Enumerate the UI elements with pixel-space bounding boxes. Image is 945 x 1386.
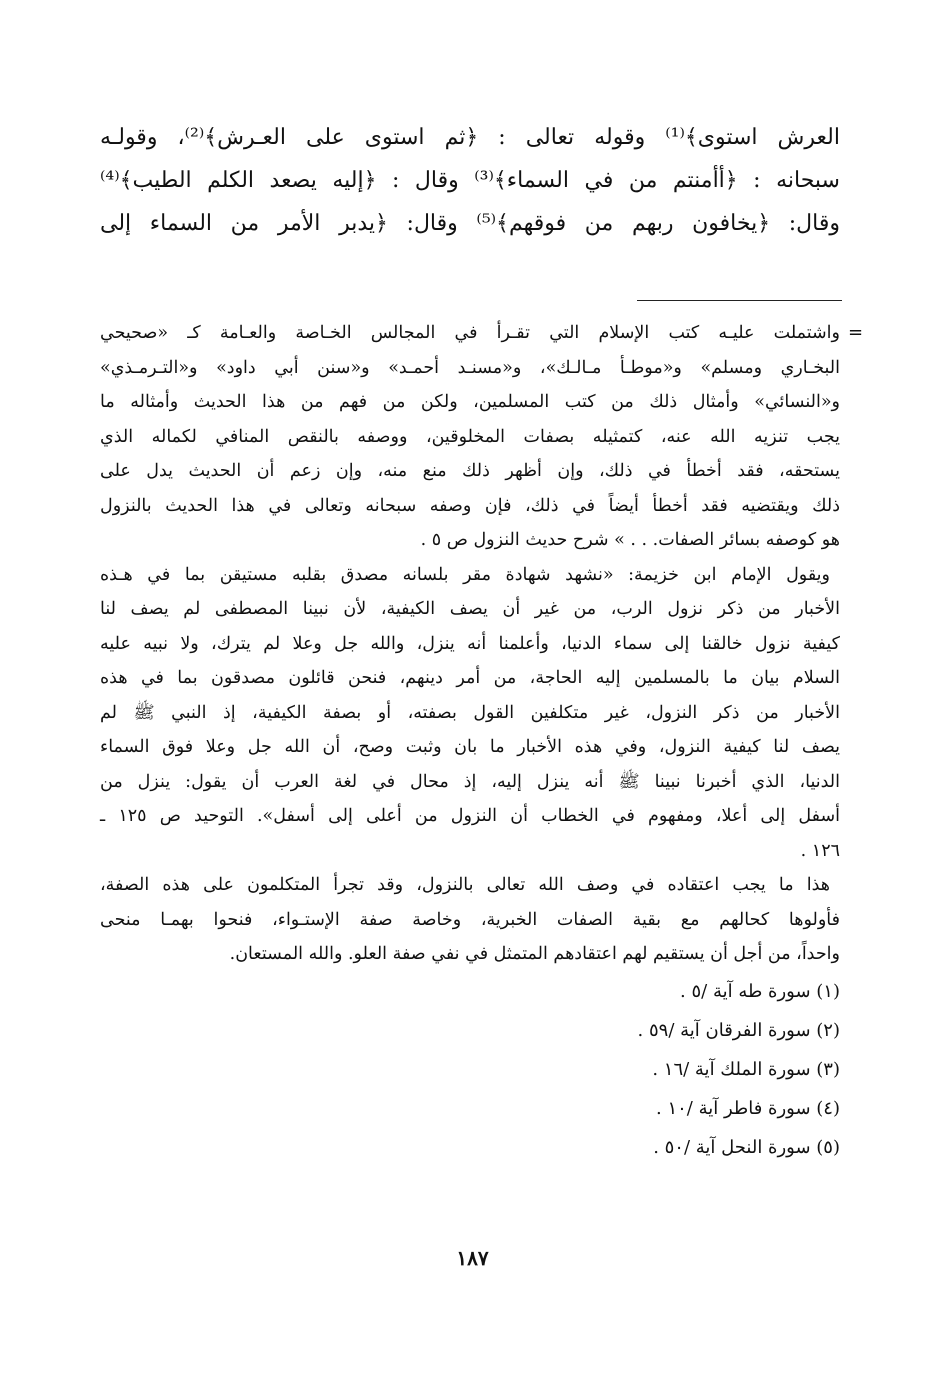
note-line: فأولوها كحالهم مع بقية الصفات الخبرية، وخاصة صفة الإستـواء، فنحوا بهمـا منحى	[100, 909, 840, 930]
note-line: السلام بيان ما بالمسلمين إليه الحاجة، من أمر دينهم، فنحن قائلون مصدقون بما في هذه	[100, 668, 840, 688]
note-line: الأخبار من ذكر نزول الرب، من غير أن يصف الكيفية، لأن نبينا المصطفى لم يصف لنا	[100, 599, 840, 619]
footnote-divider	[637, 300, 842, 301]
note-line: و«النسائي» وأمثال ذلك من كتب المسلمين، ولكن من فهم من هذا الحديث وأمثاله ما	[100, 392, 840, 412]
main-text-line: وقال: ﴿يخافون ربهم من فوقهم﴾⁽⁵⁾ وقال: ﴿يدبر الأمر من السماء إلى	[100, 211, 840, 236]
note-line: ويقول الإمام ابن خزيمة: «نشهد شهادة مقر بلسانه مصدق بقلبه مستيقن بما في هـذه	[100, 564, 830, 585]
note-line: ١٢٦ .	[800, 840, 840, 861]
note-line: ذلك ويقتضيه فقد أخطأ أيضاً في ذلك، فإن وصفه سبحانه وتعالى في هذا الحديث بالنزول	[100, 495, 840, 516]
footnote-item: (٣) سورة الملك آية /١٦ .	[652, 1058, 840, 1080]
note-line: يجب تنزيه الله عنه، كتمثيله بصفات المخلوقين، ووصفه بالنقص المنافي لكماله الذي	[100, 426, 840, 447]
note-line: كيفية نزول خالقنا إلى سماء الدنيا، وأعلمنا أنه ينزل، والله جل وعلا لم يترك، ولا نبيه عليه	[100, 633, 840, 654]
continuation-mark: =	[848, 322, 864, 343]
note-line: الدنيا، الذي أخبرنا نبينا ﷺ أنه ينزل إليه، إذ محال في لغة العرب أن يقول: ينزل من	[100, 771, 840, 792]
note-line: البخـاري ومسلم» و«موطـأ مـالـك»، و«مسنـد أحمـد» و«سنن أبي داود» و«التـرمـذي»	[100, 357, 840, 378]
note-line: أسفل إلى أعلا، ومفهوم في الخطاب أن النزول من أعلى إلى أسفل». التوحيد ص ١٢٥ ـ	[100, 806, 840, 826]
footnote-continuation-paragraph	[100, 316, 840, 558]
note-line: يستحقه، فقد أخطأ في ذلك، وإن أظهر ذلك منع منه، وإن زعم أن الحديث يدل على	[100, 461, 840, 481]
footnote-list	[100, 972, 840, 1167]
note-line: هو كوصفه بسائر الصفات. . . » شرح حديث النزول ص ٥ .	[420, 530, 840, 550]
note-line: هذا ما يجب اعتقاده في وصف الله تعالى بالنزول، وقد تجرأ المتكلمون على هذه الصفة،	[100, 875, 830, 895]
footnote-item: (٤) سورة فاطر آية /١٠ .	[656, 1097, 840, 1119]
page-number: ١٨٧	[456, 1246, 489, 1270]
main-text-line: سبحانه : ﴿أأمنتم من في السماء﴾⁽³⁾ وقال : ﴿إليه يصعد الكلم الطيب﴾⁽⁴⁾	[100, 168, 840, 193]
ibn-khuzaymah-paragraph	[100, 558, 840, 869]
main-text-block	[100, 116, 840, 245]
footnote-item: (٢) سورة الفرقان آية /٥٩ .	[637, 1019, 840, 1041]
note-line: الأخبار من ذكر النزول، غير متكلفين القول بصفته، أو بصفة الكيفية، إذ النبي ﷺ لم	[100, 702, 840, 723]
footnote-item: (١) سورة طه آية /٥ .	[680, 980, 840, 1002]
footnote-item: (٥) سورة النحل آية /٥٠ .	[653, 1136, 840, 1158]
note-line: يصف لنا كيفية النزول، وفي هذه الأخبار ما بان وثبت وصح، أن الله جل وعلا فوق السماء	[100, 737, 840, 757]
note-line: واحداً، من أجل أن يستقيم لهم اعتقادهم المتمثل في نفي صفة العلو. والله المستعان.	[229, 944, 840, 964]
closing-paragraph	[100, 868, 840, 972]
note-line: واشتملت عليـه كتب الإسلام التي تقـرأ في المجالس الخـاصة والعـامة كـ «صحيحي	[100, 323, 840, 343]
main-text-line: العرش استوى﴾⁽¹⁾ وقوله تعالى : ﴿ثم استوى على العـرش﴾⁽²⁾، وقولـه	[100, 125, 840, 150]
footnotes-section	[100, 316, 840, 1167]
